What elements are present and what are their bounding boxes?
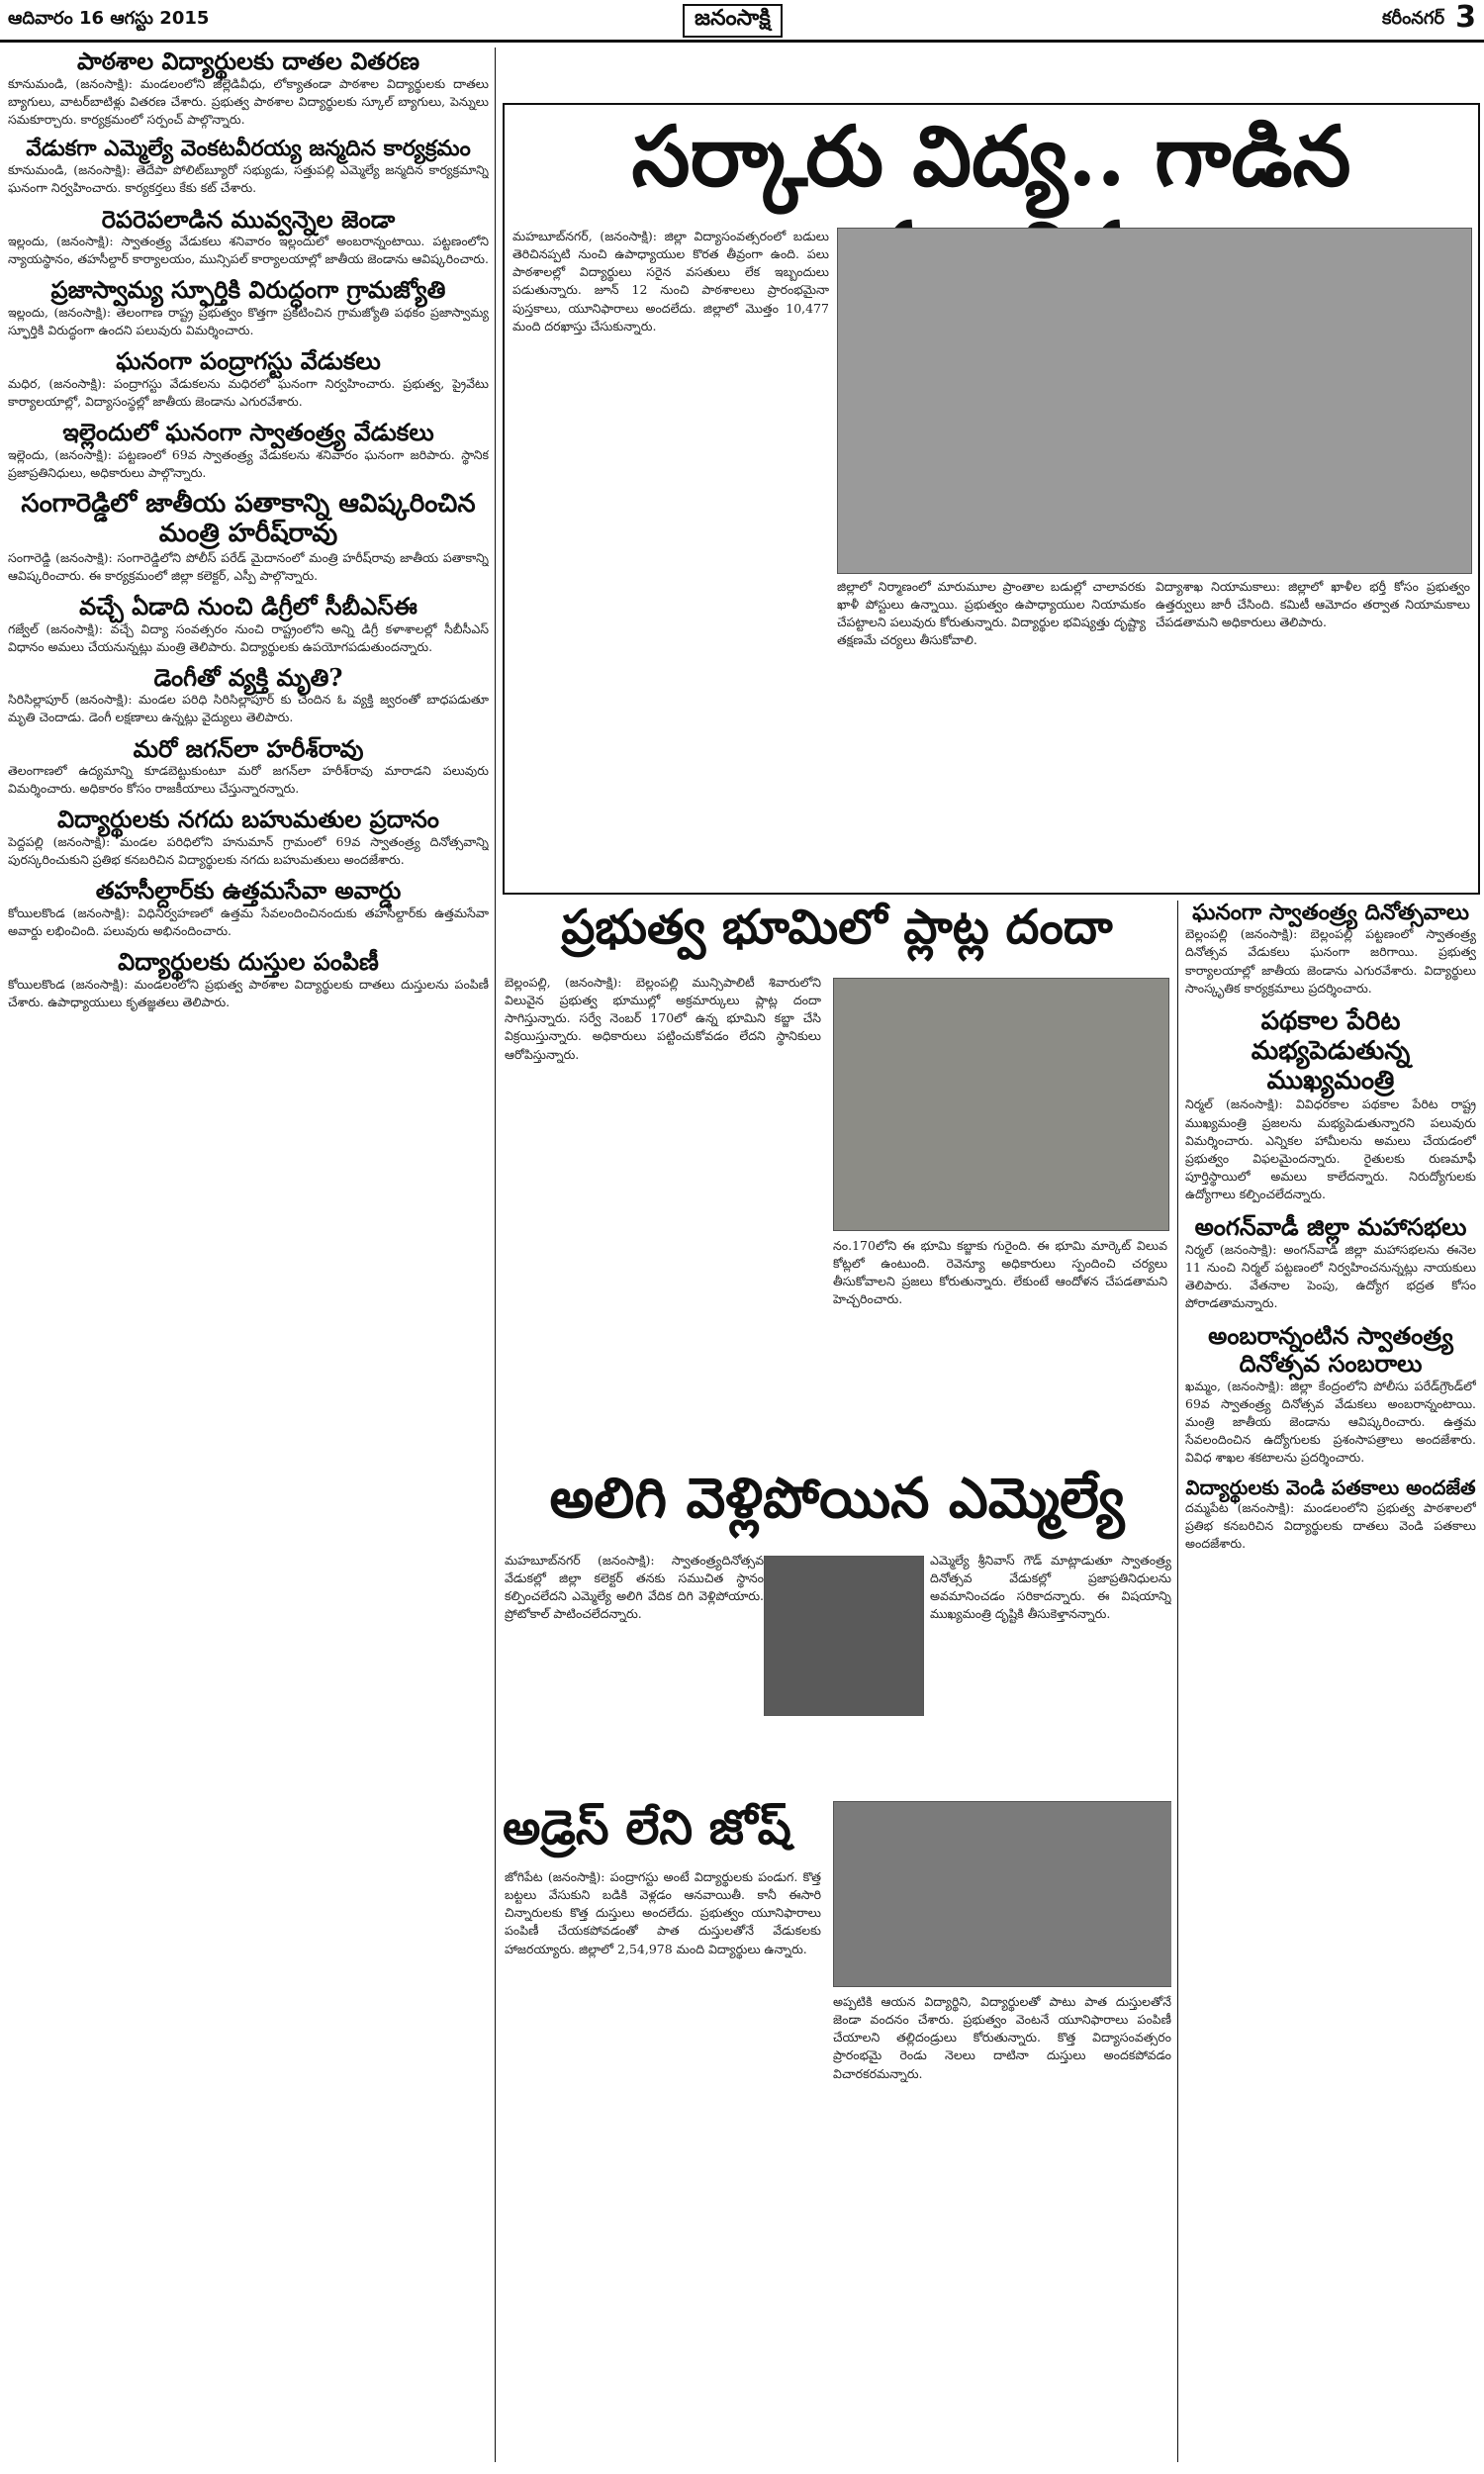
mla-photo xyxy=(764,1556,924,1716)
students-photo xyxy=(833,1801,1171,1987)
article-body: నిర్మల్ (జనంసాక్షి): వివిధరకాల పథకాల పేరిట రాష్ట్ర ముఖ్యమంత్రి ప్రజలను మభ్యపెడుతున్నారని పలువురు విమర్శించారు. ఎన్నికల హామీలను అమలు చేయడంలో ప్రభుత్వం విఫలమైందన్నారు. రైతులకు రుణమాఫీ పూర్తిస్థాయిలో అమలు కాలేదన్నారు. నిరుద్యోగులకు ఉద్యోగాలు కల్పించలేదన్నారు. xyxy=(1185,1096,1476,1202)
article xyxy=(1185,1322,1476,1467)
article-body: ఇల్లెందు, (జనంసాక్షి): పట్టణంలో 69వ స్వాతంత్ర్య వేడుకలను శనివారం ఘనంగా జరిపారు. స్థానిక ప్రజాప్రతినిధులు, అధికారులు పాల్గొన్నారు. xyxy=(8,446,489,480)
article xyxy=(8,347,489,411)
article-body: గజ్వేల్ (జనంసాక్షి): వచ్చే విద్యా సంవత్సరం నుంచి రాష్ట్రంలోని అన్ని డిగ్రీ కళాశాలల్లో సీబీసీఎస్ విధానం అమలు చేయనున్నట్లు మంత్రి తెలిపారు. విద్యార్థులకు ఉపయోగపడుతుందన్నారు. xyxy=(8,620,489,654)
article-body: నిర్మల్ (జనంసాక్షి): అంగన్‌వాడీ జిల్లా మహాసభలను ఈనెల 11 నుంచి నిర్మల్ పట్టణంలో నిర్వహించనున్నట్లు నాయకులు తెలిపారు. వేతనాల పెంపు, ఉద్యోగ భద్రత కోసం పోరాడతామన్నారు. xyxy=(1185,1241,1476,1311)
land-photo xyxy=(833,978,1169,1231)
article-headline: రెపరెపలాడిన మువ్వన్నెల జెండా xyxy=(101,204,396,234)
article-headline: డెంగీతో వ్యక్తి మృతి? xyxy=(153,662,343,692)
column-divider xyxy=(1177,901,1178,2462)
article xyxy=(8,593,489,656)
article-body: కోయిలకొండ (జనంసాక్షి): విధినిర్వహణలో ఉత్తమ సేవలందించినందుకు తహసీల్దార్‌కు ఉత్తమసేవా అవార్డు లభించింది. పలువురు అభినందించారు. xyxy=(8,904,489,939)
mla-headline: అలిగి వెళ్లిపోయిన ఎమ్మెల్యే xyxy=(549,1467,1125,1531)
lead-body-3: విద్యాశాఖ నియామకాలు: జిల్లాలో ఖాళీల భర్తీ కోసం ప్రభుత్వం ఉత్తర్వులు జారీ చేసింది. కమిటీ ఆమోదం తర్వాత నియామకాలు చేపడతామని అధికారులు తెలిపారు. xyxy=(1156,579,1470,630)
josh-headline: అడ్రెస్ లేని జోష్ xyxy=(503,1801,791,1856)
article-headline: తహసీల్దార్‌కు ఉత్తమసేవా అవార్డు xyxy=(95,876,402,905)
right-column xyxy=(1185,901,1476,2462)
lead-story xyxy=(503,103,1480,895)
article-body: కూనుమండి, (జనంసాక్షి): మండలంలోని జిల్లెడివీధు, లోక్యాతండా పాఠశాల విద్యార్థులకు దాతలు బ్యాగులు, వాటర్‌బాటిళ్లు వితరణ చేశారు. ప్రభుత్వ పాఠశాల విద్యార్థులకు స్కూల్ బ్యాగులు, పెన్నులు సమకూర్చారు. కార్యక్రమంలో సర్పంచ్ పాల్గొన్నారు. xyxy=(8,75,489,127)
article-headline: అంబరాన్నంటిన స్వాతంత్ర్య దినోత్సవ సంబరాలు xyxy=(1208,1321,1453,1378)
left-column xyxy=(8,48,489,2462)
mla-body-2: ఎమ్మెల్యే శ్రీనివాస్ గౌడ్ మాట్లాడుతూ స్వాతంత్ర్య దినోత్సవ వేడుకల్లో ప్రజాప్రతినిధులను అవమానించడం సరికాదన్నారు. ఈ విషయాన్ని ముఖ్యమంత్రి దృష్టికి తీసుకెళ్తానన్నారు. xyxy=(930,1553,1171,1622)
article xyxy=(1185,901,1476,998)
column-divider xyxy=(495,48,496,2462)
article xyxy=(8,419,489,482)
article-headline: ఘనంగా స్వాతంత్ర్య దినోత్సవాలు xyxy=(1192,901,1469,925)
article-body: కూనుమండి, (జనంసాక్షి): తెదేపా పోలిట్‌బ్యూరో సభ్యుడు, సత్తుపల్లి ఎమ్మెల్యే జన్మదిన కార్యక్రమాన్ని ఘనంగా నిర్వహించారు. కార్యకర్తలు కేకు కట్ చేశారు. xyxy=(8,162,489,196)
plots-body-2: నం.170లోని ఈ భూమి కబ్జాకు గురైంది. ఈ భూమి మార్కెట్ విలువ కోట్లలో ఉంటుంది. రెవెన్యూ అధికారులు స్పందించి చర్యలు తీసుకోవాలని ప్రజలు కోరుతున్నారు. లేకుంటే ఆందోళన చేపడతామని హెచ్చరించారు. xyxy=(833,1238,1167,1307)
lead-headline: సర్కారు విద్య.. గాడిన xyxy=(631,107,1351,205)
article xyxy=(1185,1476,1476,1553)
article-headline: అంగన్‌వాడీ జిల్లా మహాసభలు xyxy=(1194,1212,1467,1242)
article-headline: ఇల్లెందులో ఘనంగా స్వాతంత్ర్య వేడుకలు xyxy=(62,418,434,447)
article xyxy=(8,806,489,869)
plots-headline: ప్రభుత్వ భూమిలో ప్లాట్ల దందా xyxy=(561,901,1113,955)
article xyxy=(1185,1213,1476,1312)
article-body: ఖమ్మం, (జనంసాక్షి): జిల్లా కేంద్రంలోని పోలీసు పరేడ్‌గ్రౌండ్‌లో 69వ స్వాతంత్ర్య దినోత్సవ వేడుకలు అంబరాన్నంటాయి. మంత్రి జాతీయ జెండాను ఆవిష్కరించారు. ఉత్తమ సేవలందించిన ఉద్యోగులకు ప్రశంసాపత్రాలు అందజేశారు. వివిధ శాఖల శకటాలను ప్రదర్శించారు. xyxy=(1185,1378,1476,1465)
article-body: సంగారెడ్డి (జనంసాక్షి): సంగారెడ్డిలోని పోలీస్ పరేడ్ మైదానంలో మంత్రి హరీష్‌రావు జాతీయ పతాకాన్ని ఆవిష్కరించారు. ఈ కార్యక్రమంలో జిల్లా కలెక్టర్, ఎస్పీ పాల్గొన్నారు. xyxy=(8,549,489,583)
mla-body-1: మహబూబ్‌నగర్ (జనంసాక్షి): స్వాతంత్ర్యదినోత్సవ వేడుకల్లో జిల్లా కలెక్టర్ తనకు సముచిత స్థానం కల్పించలేదని ఎమ్మెల్యే అలిగి వేదిక దిగి వెళ్లిపోయారు. ప్రోటోకాల్ పాటించలేదన్నారు. xyxy=(505,1553,764,1622)
article xyxy=(8,948,489,1011)
article xyxy=(8,735,489,799)
josh-body-2: అప్పటికి ఆయన విద్యార్థిని, విద్యార్థులతో పాటు పాత దుస్తులతోనే జెండా వందనం చేశారు. ప్రభుత్వం వెంటనే యూనిఫారాలు పంపిణీ చేయాలని తల్లిదండ్రులు కోరుతున్నారు. కొత్త విద్యాసంవత్సరం ప్రారంభమై రెండు నెలలు దాటినా దుస్తులు అందకపోవడం విచారకరమన్నారు. xyxy=(833,1994,1171,2081)
article xyxy=(8,48,489,129)
article-headline: సంగారెడ్డిలో జాతీయ పతాకాన్ని ఆవిష్కరించిన మంత్రి హరీష్‌రావు xyxy=(21,488,476,548)
issue-date: ఆదివారం 16 ఆగస్టు 2015 xyxy=(8,8,210,29)
article-headline: విద్యార్థులకు దుస్తుల పంపిణీ xyxy=(118,947,379,977)
article-headline: పథకాల పేరిట మభ్యపెడుతున్న ముఖ్యమంత్రి xyxy=(1251,1005,1411,1095)
article-body: సిరిసిల్లాపూర్ (జనంసాక్షి): మండల పరిధి సిరిసిల్లాపూర్ కు చెందిన ఓ వ్యక్తి జ్వరంతో బాధపడుతూ మృతి చెందాడు. డెంగీ లక్షణాలు ఉన్నట్లు వైద్యులు తెలిపారు. xyxy=(8,692,489,725)
article xyxy=(8,664,489,727)
mla-story xyxy=(503,1467,1171,1789)
josh-story xyxy=(503,1801,1171,2462)
article-headline: వేడుకగా ఎమ్మెల్యే వెంకటవీరయ్య జన్మదిన కార్యక్రమం xyxy=(26,135,471,161)
article-body: దమ్మపేట (జనంసాక్షి): మండలంలోని ప్రభుత్వ పాఠశాలలో ప్రతిభ కనబరిచిన విద్యార్థులకు దాతలు వెండి పతకాలు అందజేశారు. xyxy=(1185,1500,1476,1552)
plots-story xyxy=(503,901,1171,1455)
lead-body-1: మహబూబ్‌నగర్, (జనంసాక్షి): జిల్లా విద్యాసంవత్సరంలో బడులు తెరిచినప్పటి నుంచి ఉపాధ్యాయుల కొరత తీవ్రంగా ఉంది. పలు పాఠశాలల్లో విద్యార్థులు సరైన వసతులు లేక ఇబ్బందులు పడుతున్నారు. జూన్ 12 నుంచి పాఠశాలలు ప్రారంభమైనా పుస్తకాలు, యూనిఫారాలు అందలేదు. జిల్లాలో మొత్తం 10,477 మంది దరఖాస్తు చేసుకున్నారు. xyxy=(512,229,829,333)
article-body: ఇల్లందు, (జనంసాక్షి): స్వాతంత్ర్య వేడుకలు శనివారం ఇల్లందులో అంబరాన్నంటాయి. పట్టణంలోని న్యాయస్థానం, తహసీల్దార్ కార్యాలయం, మున్సిపల్ కార్యాలయాల్లో జాతీయ జెండాను ఆవిష్కరించారు. xyxy=(8,234,489,267)
josh-body-1: జోగిపేట (జనంసాక్షి): పంద్రాగస్టు అంటే విద్యార్థులకు పండుగ. కొత్త బట్టలు వేసుకుని బడికి వెళ్లడం ఆనవాయితీ. కానీ ఈసారి చిన్నారులకు కొత్త దుస్తులు అందలేదు. ప్రభుత్వం యూనిఫారాలు పంపిణీ చేయకపోవడంతో పాత దుస్తులతోనే వేడుకలకు హాజరయ్యారు. జిల్లాలో 2,54,978 మంది విద్యార్థులు ఉన్నారు. xyxy=(505,1869,821,1956)
article-headline: పాఠశాల విద్యార్థులకు దాతల వితరణ xyxy=(76,48,420,75)
article-body: బెల్లంపల్లి (జనంసాక్షి): బెల్లంపల్లి పట్టణంలో స్వాతంత్ర్య దినోత్సవ వేడుకలు ఘనంగా జరిగాయి. ప్రభుత్వ కార్యాలయాల్లో జాతీయ జెండాను ఎగురవేశారు. విద్యార్థులు సాంస్కృతిక కార్యక్రమాలు ప్రదర్శించారు. xyxy=(1185,926,1476,996)
page-header xyxy=(0,0,1484,43)
article xyxy=(8,877,489,940)
article-headline: విద్యార్థులకు నగదు బహుమతుల ప్రదానం xyxy=(57,805,439,834)
article xyxy=(8,490,489,585)
article-body: ఇల్లందు, (జనంసాక్షి): తెలంగాణ రాష్ట్ర ప్రభుత్వం కొత్తగా ప్రకటించిన గ్రామజ్యోతి పథకం ప్రజాస్వామ్య స్ఫూర్తికి విరుద్ధంగా ఉందని పలువురు విమర్శించారు. xyxy=(8,304,489,338)
article-body: తెలంగాణలో ఉద్యమాన్ని కూడబెట్టుకుంటూ మరో జగన్‌లా హరీశ్‌రావు మారాడని పలువురు విమర్శించారు. అధికారం కోసం రాజకీయాలు చేస్తున్నారన్నారు. xyxy=(8,763,489,797)
article-body: పెద్దపల్లి (జనంసాక్షి): మండల పరిధిలోని హనుమాన్ గ్రామంలో 69వ స్వాతంత్ర్య దినోత్సవాన్ని పురస్కరించుకుని ప్రతిభ కనబరిచిన విద్యార్థులకు నగదు బహుమతులు అందజేశారు. xyxy=(8,834,489,868)
plots-body-1: బెల్లంపల్లి, (జనంసాక్షి): బెల్లంపల్లి మున్సిపాలిటీ శివారులోని విలువైన ప్రభుత్వ భూముల్లో అక్రమార్కులు ప్లాట్ల దందా సాగిస్తున్నారు. సర్వే నెంబర్ 170లో ఉన్న భూమిని కబ్జా చేసి విక్రయిస్తున్నారు. అధికారులు పట్టించుకోవడం లేదని స్థానికులు ఆరోపిస్తున్నారు. xyxy=(505,975,821,1062)
article-headline: మరో జగన్‌లా హరీశ్‌రావు xyxy=(133,733,364,763)
article-body: కోయిలకొండ (జనంసాక్షి): మండలంలోని ప్రభుత్వ పాఠశాల విద్యార్థులకు దాతలు దుస్తులను పంపిణీ చేశారు. ఉపాధ్యాయులు కృతజ్ఞతలు తెలిపారు. xyxy=(8,976,489,1009)
lead-body-1b xyxy=(512,639,829,885)
article xyxy=(8,276,489,339)
article-headline: ఘనంగా పంద్రాగస్టు వేడుకలు xyxy=(116,346,381,376)
article xyxy=(8,206,489,269)
article xyxy=(8,137,489,198)
article-headline: ప్రజాస్వామ్య స్ఫూర్తికి విరుద్ధంగా గ్రామజ్యోతి xyxy=(50,275,446,305)
masthead: జనంసాక్షి xyxy=(683,4,783,38)
page-number: 3 xyxy=(1455,0,1476,35)
classroom-photo xyxy=(837,228,1472,574)
article-body: మధిర, (జనంసాక్షి): పంద్రాగస్టు వేడుకలను మధిరలో ఘనంగా నిర్వహించారు. ప్రభుత్వ, ప్రైవేటు కార్యాలయాల్లో, విద్యాసంస్థల్లో జాతీయ జెండాను ఎగురవేశారు. xyxy=(8,375,489,409)
edition-city: కరీంనగర్ xyxy=(1382,8,1444,29)
article-headline: విద్యార్థులకు వెండి పతకాలు అందజేత xyxy=(1185,1475,1476,1500)
article-headline: వచ్చే ఏడాది నుంచి డిగ్రీలో సీబీఎస్‌ఈ xyxy=(79,591,417,620)
article xyxy=(1185,1007,1476,1203)
lead-body-2: జిల్లాలో నిర్మాణంలో మారుమూల ప్రాంతాల బడుల్లో చాలావరకు ఖాళీ పోస్టులు ఉన్నాయి. ప్రభుత్వం ఉపాధ్యాయుల నియామకం చేపట్టాలని పలువురు కోరుతున్నారు. విద్యార్థుల భవిష్యత్తు దృష్ట్యా తక్షణమే చర్యలు తీసుకోవాలి. xyxy=(837,579,1146,648)
